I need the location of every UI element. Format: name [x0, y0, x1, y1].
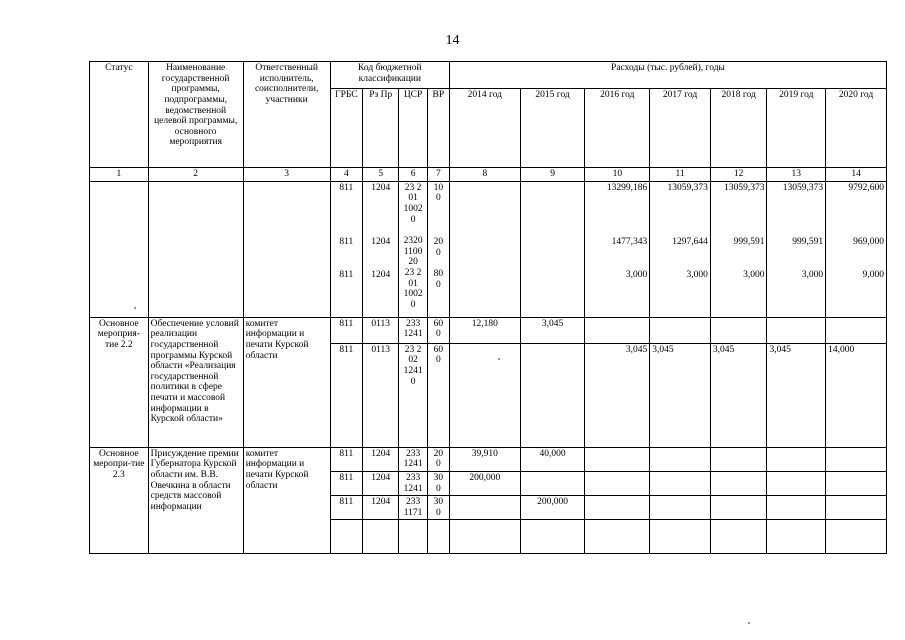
name-cell: Присуждение премии Губернатора Курской области им. В.В. Овечкина в области средств массовой информации — [148, 447, 243, 554]
y2020-cell — [826, 317, 887, 343]
rzpr-cell: 1204 1204 1204 — [363, 181, 399, 317]
y2020-cell — [826, 447, 887, 471]
y2017-cell — [650, 447, 711, 471]
y2017-cell — [650, 496, 711, 520]
header-vr: ВР — [427, 89, 449, 168]
y2017-cell — [650, 317, 711, 343]
y2019-cell — [767, 520, 826, 554]
header-2017: 2017 год — [650, 89, 711, 168]
table-row — [90, 317, 887, 343]
grbs-cell: 811 — [330, 343, 362, 447]
y2020-cell — [826, 471, 887, 495]
rzpr-cell — [363, 520, 399, 554]
csr-cell: 233 1241 — [399, 447, 427, 471]
header-2016: 2016 год — [585, 89, 650, 168]
column-number: 8 — [449, 168, 520, 182]
column-number: 2 — [148, 168, 243, 182]
y2018-cell — [710, 471, 767, 495]
header-2020: 2020 год — [826, 89, 887, 168]
vr-cell — [427, 520, 449, 554]
rzpr-cell: 1204 — [363, 496, 399, 520]
y2014-cell — [449, 496, 520, 520]
y2015-cell — [520, 520, 585, 554]
y2019-cell: 3,045 — [767, 343, 826, 447]
column-number: 14 — [826, 168, 887, 182]
header-row-1 — [90, 62, 887, 89]
header-status: Статус — [90, 62, 149, 168]
status-cell: Основное меропри-тие 2.3 — [90, 447, 149, 554]
vr-cell: 10 0 20 0 80 0 — [427, 181, 449, 317]
executor-cell: комитет информации и печати Курской области — [243, 317, 330, 447]
column-number-row — [90, 168, 887, 182]
y2020-cell — [826, 496, 887, 520]
scan-speck — [498, 358, 500, 360]
csr-cell: 233 1171 — [399, 496, 427, 520]
y2016-cell — [585, 447, 650, 471]
y2018-cell — [710, 496, 767, 520]
y2019-cell — [767, 496, 826, 520]
rzpr-cell: 1204 — [363, 447, 399, 471]
header-2015: 2015 год — [520, 89, 585, 168]
y2015-cell — [520, 181, 585, 317]
y2018-cell: 13059,373 999,591 3,000 — [710, 181, 767, 317]
y2018-cell — [710, 447, 767, 471]
vr-cell: 20 0 — [427, 447, 449, 471]
column-number: 3 — [243, 168, 330, 182]
column-number: 9 — [520, 168, 585, 182]
grbs-cell: 811 — [330, 471, 362, 495]
y2016-cell — [585, 317, 650, 343]
header-rzpr: Рз Пр — [363, 89, 399, 168]
y2018-cell: 3,045 — [710, 343, 767, 447]
executor-cell — [243, 181, 330, 317]
header-2018: 2018 год — [710, 89, 767, 168]
y2020-cell: 9792,600 969,000 9,000 — [826, 181, 887, 317]
y2015-cell — [520, 343, 585, 447]
y2020-cell: 14,000 — [826, 343, 887, 447]
header-2019: 2019 год — [767, 89, 826, 168]
csr-cell: 233 1241 — [399, 471, 427, 495]
y2017-cell: 13059,373 1297,644 3,000 — [650, 181, 711, 317]
y2014-cell — [449, 520, 520, 554]
y2019-cell: 13059,373 999,591 3,000 — [767, 181, 826, 317]
header-budget-code: Код бюджетной классификации — [330, 62, 449, 89]
name-cell: Обеспечение условий реализации государственной программы Курской области «Реализация государственной политики в сфере печати и массовой информации в Курской области» — [148, 317, 243, 447]
y2016-cell — [585, 471, 650, 495]
header-name: Наименование государственной программы, подпрограммы, ведомственной целевой программы, основного мероприятия — [148, 62, 243, 168]
header-csr: ЦСР — [399, 89, 427, 168]
y2014-cell — [449, 343, 520, 447]
y2015-cell: 40,000 — [520, 447, 585, 471]
grbs-cell: 811 — [330, 496, 362, 520]
column-number: 4 — [330, 168, 362, 182]
column-number: 1 — [90, 168, 149, 182]
csr-cell — [399, 520, 427, 554]
y2015-cell — [520, 471, 585, 495]
vr-cell: 30 0 — [427, 496, 449, 520]
column-number: 6 — [399, 168, 427, 182]
table-row — [90, 181, 887, 317]
y2016-cell: 3,045 — [585, 343, 650, 447]
header-executor: Ответственный исполнитель, соисполнители, участники — [243, 62, 330, 168]
y2014-cell: 200,000 — [449, 471, 520, 495]
column-number: 10 — [585, 168, 650, 182]
executor-cell: комитет информации и печати Курской области — [243, 447, 330, 554]
vr-cell: 60 0 — [427, 343, 449, 447]
rzpr-cell: 0113 — [363, 317, 399, 343]
rzpr-cell: 1204 — [363, 471, 399, 495]
column-number: 12 — [710, 168, 767, 182]
grbs-cell — [330, 520, 362, 554]
page-number: 14 — [445, 33, 460, 48]
y2018-cell — [710, 317, 767, 343]
y2017-cell — [650, 520, 711, 554]
header-grbs: ГРБС — [330, 89, 362, 168]
y2018-cell — [710, 520, 767, 554]
column-number: 5 — [363, 168, 399, 182]
y2017-cell: 3,045 — [650, 343, 711, 447]
y2016-cell: 13299,186 1477,343 3,000 — [585, 181, 650, 317]
csr-cell: 23 2 02 1241 0 — [399, 343, 427, 447]
header-2014: 2014 год — [449, 89, 520, 168]
table-row — [90, 447, 887, 471]
column-number: 13 — [767, 168, 826, 182]
csr-cell: 233 1241 — [399, 317, 427, 343]
y2015-cell: 200,000 — [520, 496, 585, 520]
status-cell — [90, 181, 149, 317]
y2015-cell: 3,045 — [520, 317, 585, 343]
vr-cell: 30 0 — [427, 471, 449, 495]
grbs-cell: 811 — [330, 317, 362, 343]
y2014-cell — [449, 181, 520, 317]
header-expenses: Расходы (тыс. рублей), годы — [449, 62, 886, 89]
column-number: 7 — [427, 168, 449, 182]
y2019-cell — [767, 317, 826, 343]
y2014-cell: 39,910 — [449, 447, 520, 471]
rzpr-cell: 0113 — [363, 343, 399, 447]
y2016-cell — [585, 496, 650, 520]
name-cell — [148, 181, 243, 317]
status-cell: Основное мероприя-тие 2.2 — [90, 317, 149, 447]
scan-speck — [748, 622, 750, 624]
grbs-cell: 811 — [330, 447, 362, 471]
y2017-cell — [650, 471, 711, 495]
y2020-cell — [826, 520, 887, 554]
budget-table — [89, 61, 887, 554]
scan-speck — [134, 307, 136, 309]
csr-cell: 23 2 01 1002 0 2320 1100 20 23 2 01 1002 0 — [399, 181, 427, 317]
grbs-cell: 811 811 811 — [330, 181, 362, 317]
y2016-cell — [585, 520, 650, 554]
y2019-cell — [767, 471, 826, 495]
vr-cell: 60 0 — [427, 317, 449, 343]
column-number: 11 — [650, 168, 711, 182]
y2019-cell — [767, 447, 826, 471]
y2014-cell: 12,180 — [449, 317, 520, 343]
